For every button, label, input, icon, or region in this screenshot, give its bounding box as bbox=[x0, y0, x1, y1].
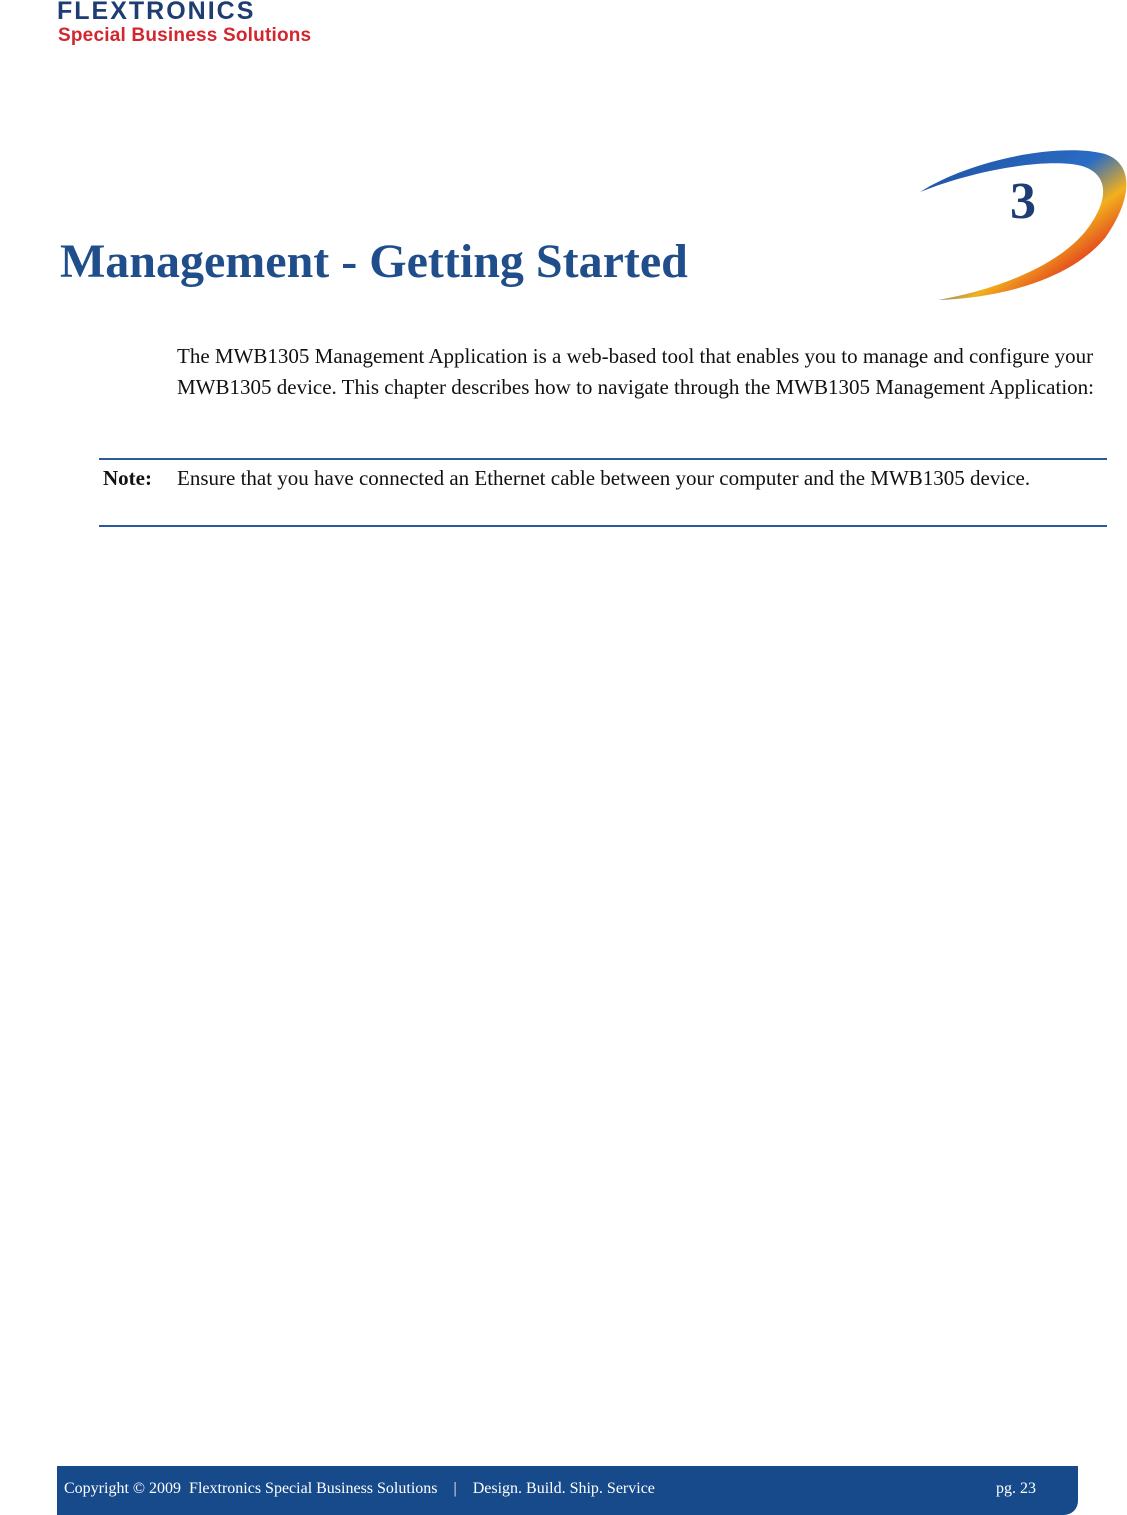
company-logo bbox=[57, 0, 327, 52]
intro-paragraph: The MWB1305 Management Application is a web-based tool that enables you to manage and configure your MWB1305 device. This chapter describes how to navigate through the MWB1305 Management Application: bbox=[177, 344, 1094, 399]
logo-wordmark: FLEXTRONICS bbox=[57, 0, 256, 25]
page-title: Management - Getting Started bbox=[60, 235, 688, 288]
footer-copyright: Copyright © 2009 Flextronics Special Business Solutions | Design. Build. Ship. Service bbox=[64, 1480, 655, 1497]
page-footer bbox=[57, 1466, 1078, 1515]
note-bottom-divider bbox=[99, 525, 1107, 527]
logo-tagline: Special Business Solutions bbox=[58, 25, 312, 46]
note-text: Ensure that you have connected an Ethernet cable between your computer and the MWB1305 device. bbox=[177, 466, 1031, 490]
note-top-divider bbox=[99, 458, 1107, 460]
note-label: Note: bbox=[103, 466, 152, 490]
chapter-number: 3 bbox=[1010, 173, 1036, 230]
footer-page-number: pg. 23 bbox=[996, 1480, 1036, 1497]
